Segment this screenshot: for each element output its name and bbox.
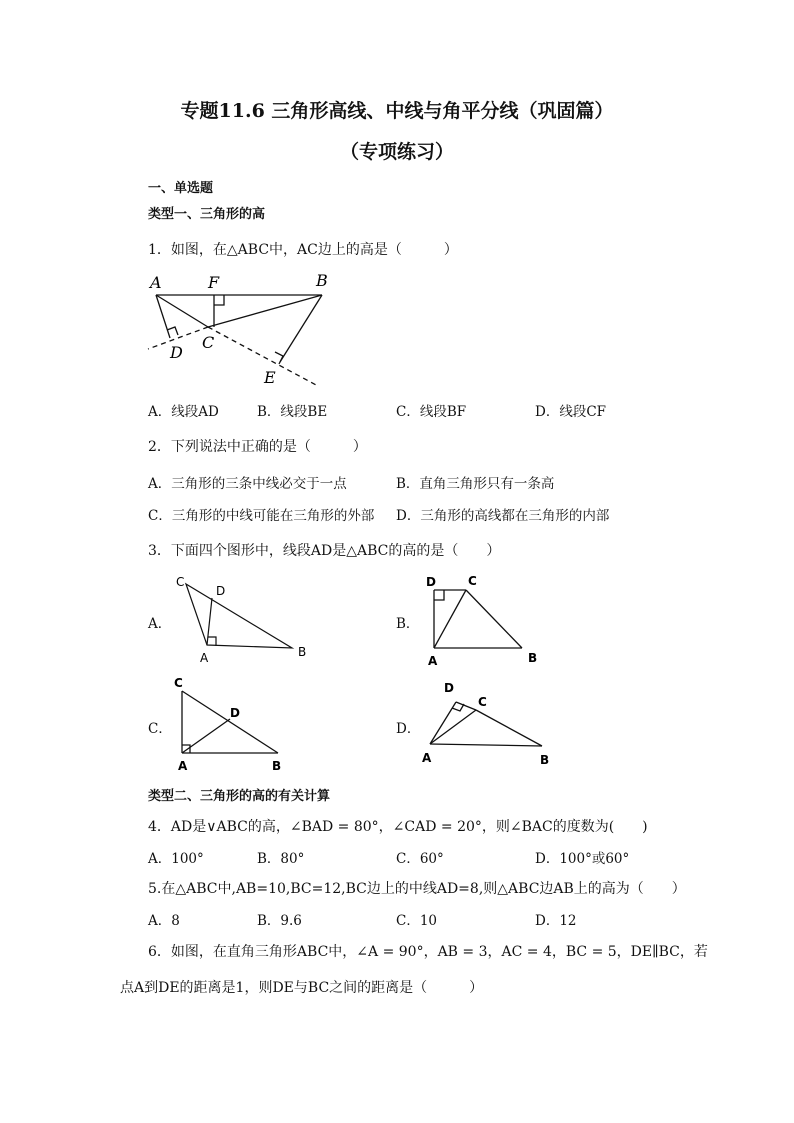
question-1-figure [140, 268, 340, 393]
type-heading-1: 类型一、三角形的高 [148, 207, 266, 222]
option-b[interactable]: B．80° [257, 851, 305, 867]
figure-label: D [216, 584, 226, 598]
question-3-figure-c [168, 675, 298, 775]
question-3-figure-b [418, 570, 558, 670]
option-d[interactable]: D．12 [535, 913, 577, 929]
option-c[interactable]: C．三角形的中线可能在三角形的外部 [148, 508, 375, 524]
figure-label: D [426, 575, 436, 589]
question-6-line-2: 点A到DE的距离是1，则DE与BC之间的距离是（ ） [120, 980, 484, 996]
option-b[interactable]: B．线段BE [257, 404, 328, 420]
page-subtitle: （专项练习） [339, 141, 454, 163]
question-3-stem: 3．下面四个图形中，线段AD是△ABC的高的是（ ） [148, 543, 501, 559]
option-c[interactable]: C．10 [396, 913, 438, 929]
question-1-stem: 1．如图，在△ABC中，AC边上的高是（ ） [148, 242, 458, 258]
figure-label: C [202, 333, 215, 352]
figure-label: D [444, 681, 454, 695]
figure-label: B [272, 759, 282, 773]
option-b-letter[interactable]: B． [396, 616, 420, 632]
figure-label: C [176, 575, 185, 589]
figure-label: C [468, 574, 477, 588]
option-d[interactable]: D．三角形的高线都在三角形的内部 [396, 508, 610, 524]
figure-label: F [208, 273, 220, 292]
figure-label: D [170, 343, 183, 362]
type-heading-2: 类型二、三角形的高的有关计算 [148, 789, 331, 804]
option-a[interactable]: A．三角形的三条中线必交于一点 [148, 476, 347, 492]
figure-label: B [528, 651, 538, 665]
figure-label: C [478, 695, 487, 709]
question-2-stem: 2．下列说法中正确的是（ ） [148, 439, 367, 455]
option-a[interactable]: A．8 [148, 913, 180, 929]
figure-label: A [150, 273, 162, 292]
option-b[interactable]: B．9.6 [257, 913, 302, 929]
question-5-stem: 5.在△ABC中,AB=10,BC=12,BC边上的中线AD=8,则△ABC边AB上的高为（ ） [148, 881, 686, 897]
figure-label: B [316, 271, 328, 290]
section-heading: 一、单选题 [148, 181, 214, 196]
question-6-line-1: 6．如图，在直角三角形ABC中，∠A = 90°，AB = 3，AC = 4，BC = 5，DE∥BC，若 [148, 944, 708, 960]
question-3-figure-a [168, 570, 318, 665]
question-3-figure-d [418, 680, 558, 770]
figure-label: A [200, 651, 209, 665]
option-c-letter[interactable]: C． [148, 721, 172, 737]
option-d[interactable]: D．线段CF [535, 404, 607, 420]
option-d-letter[interactable]: D． [396, 721, 421, 737]
figure-label: A [422, 751, 432, 765]
option-b[interactable]: B．直角三角形只有一条高 [396, 476, 555, 492]
option-c[interactable]: C．线段BF [396, 404, 467, 420]
figure-label: C [174, 676, 183, 690]
figure-label: E [264, 368, 276, 387]
figure-label: A [178, 759, 188, 773]
option-a-letter[interactable]: A． [148, 616, 172, 632]
option-d[interactable]: D．100°或60° [535, 851, 630, 867]
question-4-stem: 4．AD是∨ABC的高，∠BAD = 80°，∠CAD = 20°，则∠BAC的度数为( ) [148, 819, 648, 835]
figure-label: D [230, 706, 240, 720]
figure-label: B [540, 753, 550, 767]
option-a[interactable]: A．100° [148, 851, 204, 867]
option-a[interactable]: A．线段AD [148, 404, 219, 420]
option-c[interactable]: C．60° [396, 851, 444, 867]
figure-label: B [298, 645, 307, 659]
page-title: 专题11.6 三角形高线、中线与角平分线（巩固篇） [180, 100, 614, 122]
figure-label: A [428, 654, 438, 668]
